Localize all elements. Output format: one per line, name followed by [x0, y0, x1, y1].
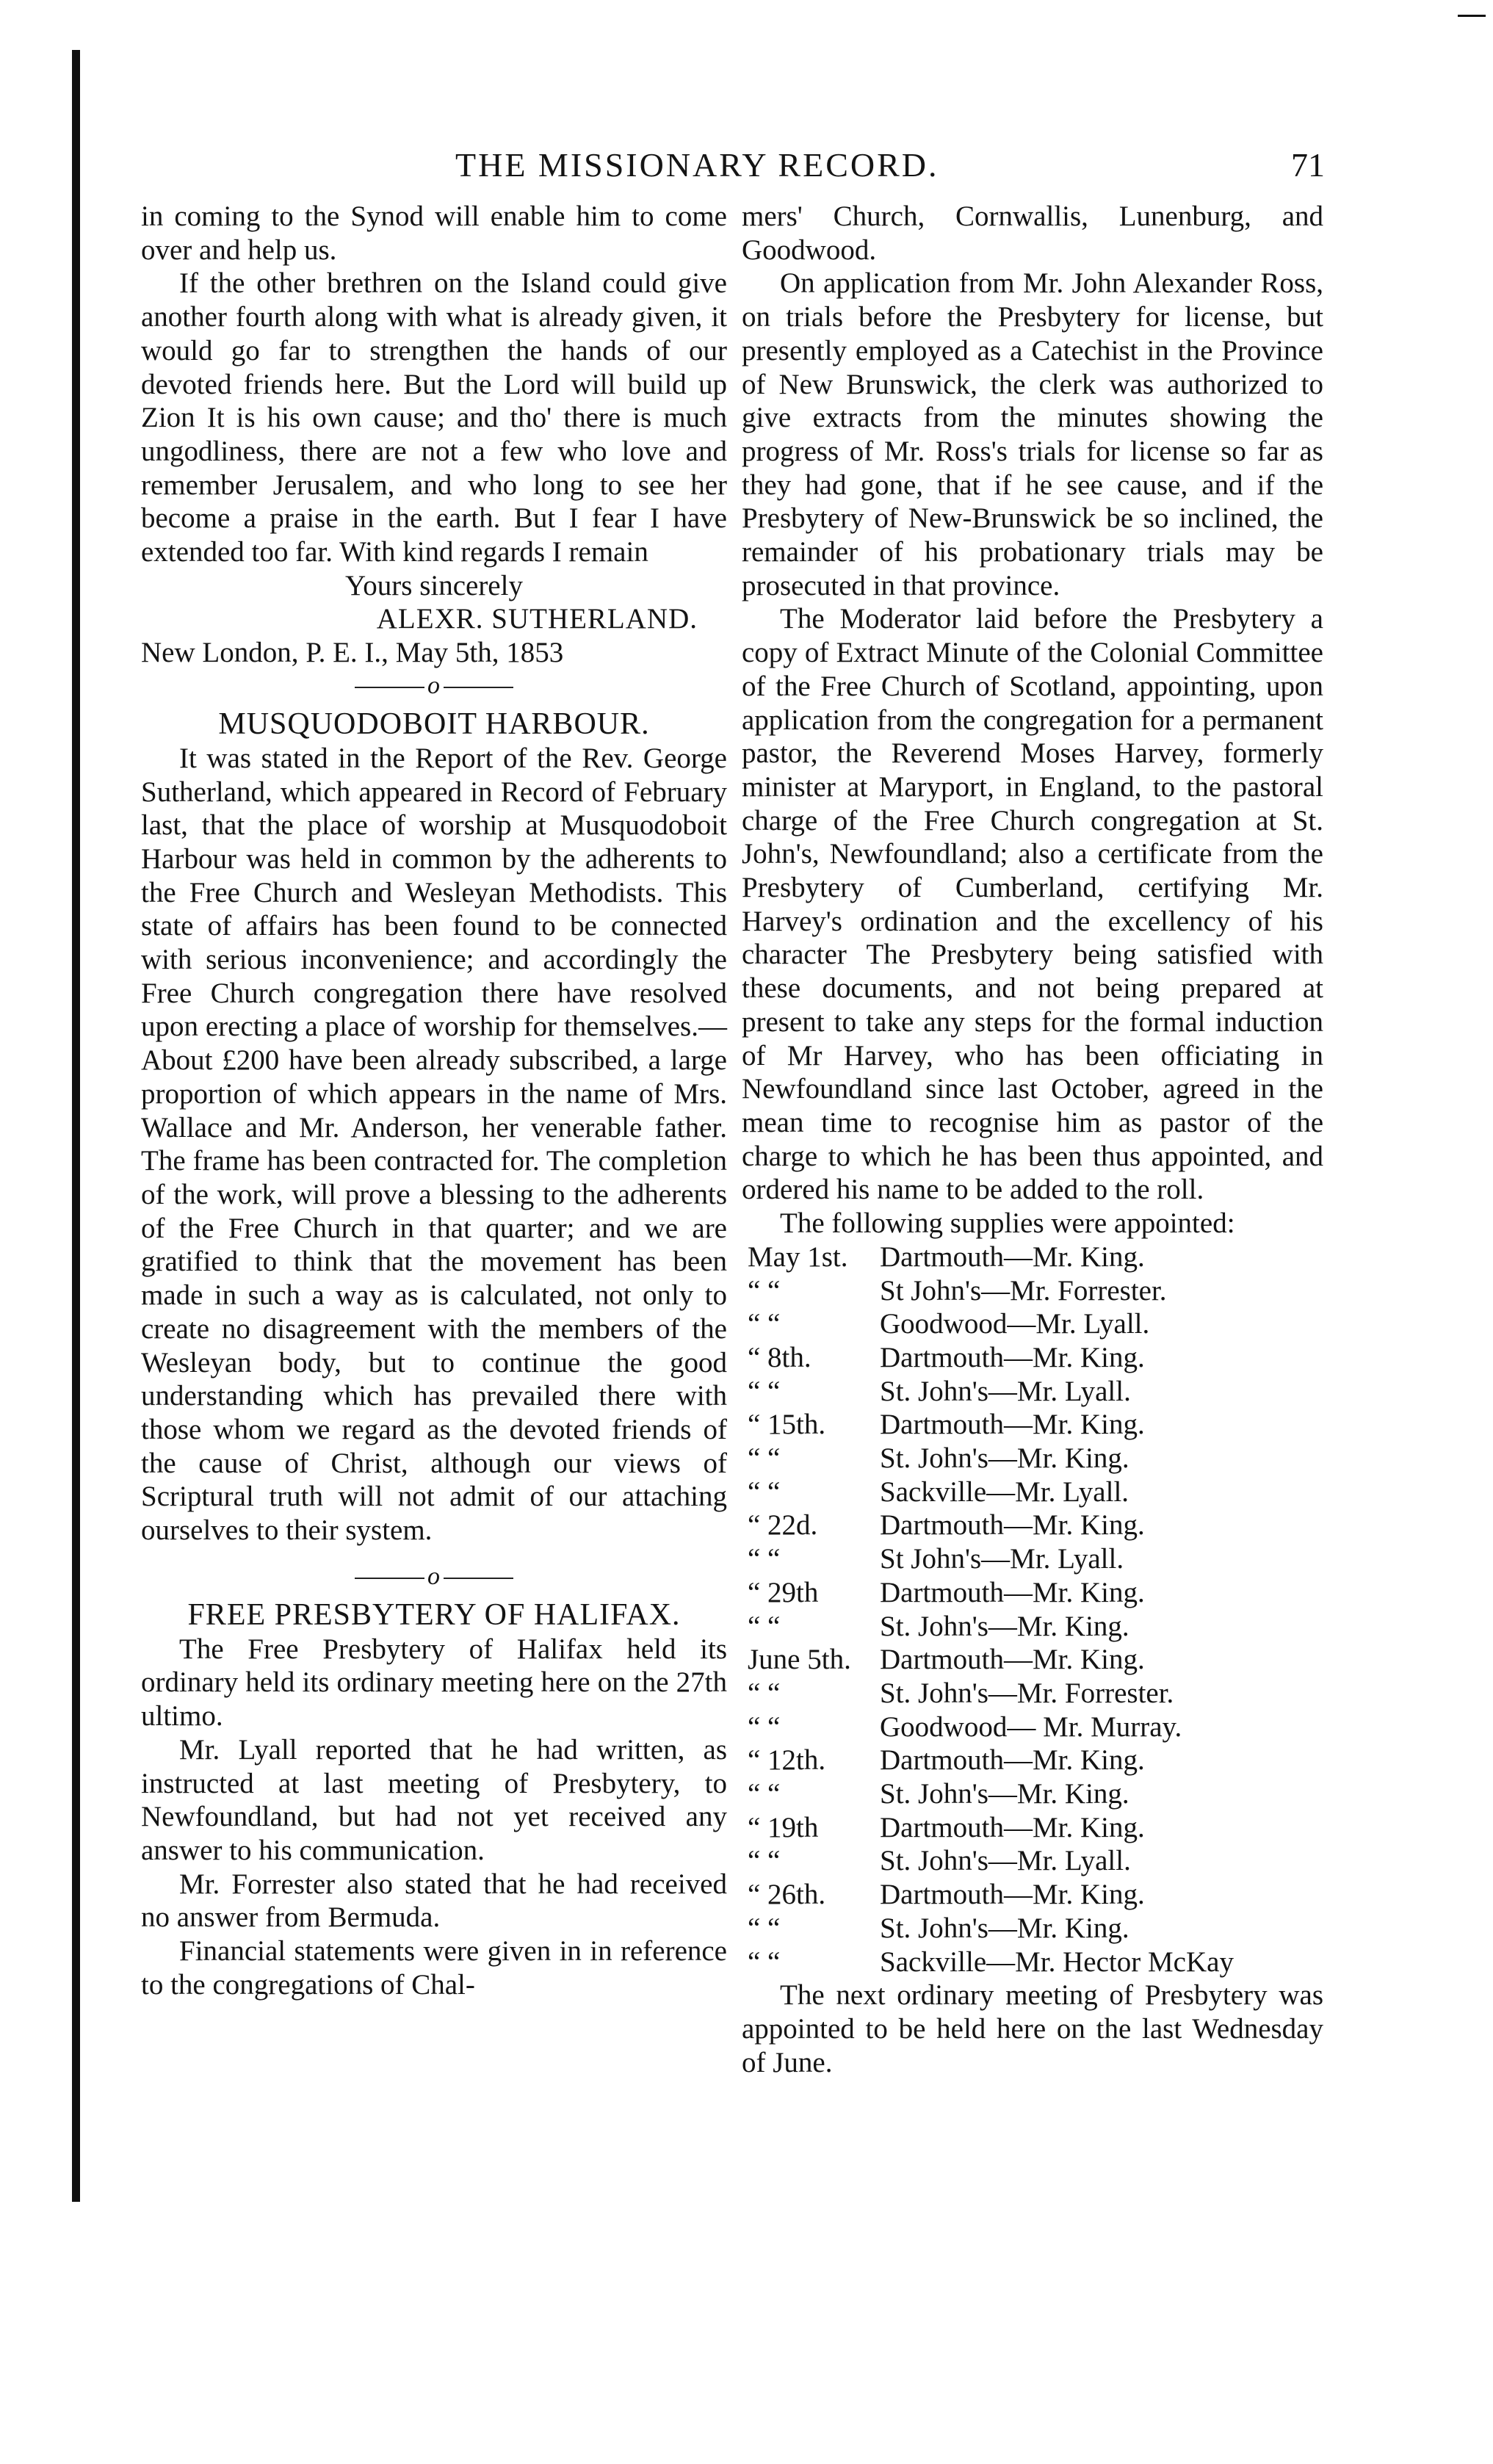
supply-date: “ “	[748, 1610, 781, 1642]
supply-date: “ 12th.	[748, 1744, 826, 1777]
supply-entry	[742, 1375, 1323, 1409]
supply-assignment: Dartmouth—Mr. King.	[880, 1811, 1145, 1843]
letter-closing: Yours sincerely	[345, 569, 523, 601]
supply-assignment: St John's—Mr. Lyall.	[880, 1543, 1124, 1575]
supply-entry	[742, 1576, 1323, 1610]
supply-entry	[742, 1341, 1323, 1375]
left-margin-rule	[72, 50, 80, 2202]
section-divider: o	[141, 1561, 727, 1593]
letter-dateline: New London, P. E. I., May 5th, 1853	[141, 637, 564, 669]
supply-date: “ “	[748, 1778, 781, 1810]
supply-entry	[742, 1610, 1323, 1644]
supply-assignment: St. John's—Mr. King.	[880, 1778, 1129, 1810]
supply-entry	[742, 1777, 1323, 1811]
supply-date: June 5th.	[748, 1644, 851, 1676]
supply-assignment: Goodwood— Mr. Murray.	[880, 1710, 1182, 1743]
supply-entry	[742, 1307, 1323, 1341]
article-paragraph: The Moderator laid before the Presbytery a copy of Extract Minute of the Colonial Committee of the Free Church of Scotland, appointing, upon application from the congregation for a permanent pastor, the Reverend Moses Harvey, formerly minister at Maryport, in England, to the pastoral charge of the Free Church congregation at St. John's, Newfoundland; also a certificate from the Presbytery of Cumberland, certifying Mr. Harvey's ordination and the excellency of his character The Presbytery being satisfied with these documents, and not being prepared at present to take any steps for the formal induction of Mr Harvey, who has been officiating in Newfoundland since last October, agreed in the mean time to recognise him as pastor of the charge to which he has been thus appointed, and ordered his name to be added to the roll.	[742, 603, 1323, 1206]
running-head	[0, 145, 1493, 189]
supply-entry	[742, 1811, 1323, 1845]
supply-entry	[742, 1643, 1323, 1677]
supply-assignment: Dartmouth—Mr. King.	[880, 1409, 1145, 1441]
article-paragraph: It was stated in the Report of the Rev. George Sutherland, which appeared in Record of February last, that the place of worship at Musquodoboit Harbour was held in common by the adherents to the Free Church and Wesleyan Methodists. This state of affairs has been found to be connected with serious inconvenience; and accordingly the Free Church congregation there have resolved upon erecting a place of worship for themselves.— About £200 have been already subscribed, a large proportion of which appears in the name of Mrs. Wallace and Mr. Anderson, her venerable father. The frame has been contracted for. The completion of the work, will prove a blessing to the adherents of the Free Church in that quarter; and we are gratified to think that the movement has been made in such a way as is calculated, not only to create no disagreement with the members of the Wesleyan body, but to continue the good understanding which has prevailed there with those whom we regard as the devoted friends of the cause of Christ, although our views of Scriptural truth will not admit of our attaching ourselves to their system.	[141, 742, 727, 1547]
page-number: 71	[1291, 146, 1325, 184]
supply-entry	[742, 1912, 1323, 1945]
supply-entry	[742, 1542, 1323, 1576]
supply-date: “ “	[748, 1475, 781, 1508]
supply-date: “ “	[748, 1442, 781, 1475]
supply-assignment: St. John's—Mr. Forrester.	[880, 1677, 1174, 1709]
letter-signature: ALEXR. SUTHERLAND.	[376, 603, 698, 635]
supply-assignment: Dartmouth—Mr. King.	[880, 1341, 1145, 1373]
supply-date: “ 8th.	[748, 1341, 811, 1373]
article-paragraph: Financial statements were given in in reference to the congregations of Chal-	[141, 1935, 727, 2001]
letter-paragraph: in coming to the Synod will enable him to come over and help us.	[141, 200, 727, 266]
supply-assignment: Sackville—Mr. Hector McKay	[880, 1945, 1234, 1978]
supply-date: “ “	[748, 1308, 781, 1340]
section-heading: MUSQUODOBOIT HARBOUR.	[218, 707, 650, 741]
supply-date: “ “	[748, 1912, 781, 1944]
supply-entry	[742, 1509, 1323, 1542]
left-column	[141, 200, 727, 2001]
supply-entry	[742, 1240, 1323, 1274]
supply-date: “ “	[748, 1677, 781, 1709]
supply-date: May 1st.	[748, 1240, 848, 1273]
section-divider: o	[141, 670, 727, 702]
supply-entry	[742, 1408, 1323, 1442]
supply-entry	[742, 1274, 1323, 1308]
supply-entry	[742, 1677, 1323, 1710]
article-paragraph: The Free Presbytery of Halifax held its ordinary held its ordinary meeting here on the 27th ultimo.	[141, 1633, 727, 1733]
supply-entry	[742, 1945, 1323, 1979]
supply-assignment: St. John's—Mr. King.	[880, 1610, 1129, 1642]
supply-assignment: St. John's—Mr. King.	[880, 1442, 1129, 1475]
supply-assignment: Dartmouth—Mr. King.	[880, 1240, 1145, 1273]
supply-assignment: St. John's—Mr. Lyall.	[880, 1375, 1131, 1407]
supply-date: “ 22d.	[748, 1509, 818, 1542]
supply-date: “ 19th	[748, 1811, 819, 1843]
supply-date: “ “	[748, 1845, 781, 1877]
supply-assignment: Dartmouth—Mr. King.	[880, 1644, 1145, 1676]
supply-date: “ “	[748, 1710, 781, 1743]
supply-date: “ 29th	[748, 1576, 819, 1608]
supply-assignment: Dartmouth—Mr. King.	[880, 1744, 1145, 1777]
supply-assignment: Goodwood—Mr. Lyall.	[880, 1308, 1150, 1340]
supply-entry	[742, 1844, 1323, 1878]
supply-entry	[742, 1475, 1323, 1509]
supply-assignment: Sackville—Mr. Lyall.	[880, 1475, 1129, 1508]
supply-date: “ 15th.	[748, 1409, 826, 1441]
section-heading: FREE PRESBYTERY OF HALIFAX.	[187, 1597, 681, 1632]
article-paragraph: mers' Church, Cornwallis, Lunenburg, and Goodwood.	[742, 200, 1323, 266]
article-paragraph: Mr. Lyall reported that he had written, as instructed at last meeting of Presbytery, to Newfoundland, but had not yet received any answer to his communication.	[141, 1733, 727, 1866]
article-paragraph: On application from Mr. John Alexander Ross, on trials before the Presbytery for license, but presently employed as a Catechist in the Province of New Brunswick, the clerk was authorized to give extracts from the minutes showing the progress of Mr. Ross's trials for license so far as they had gone, that if he see cause, and if the Presbytery of New-Brunswick be so inclined, the remainder of his probationary trials may be prosecuted in that province.	[742, 267, 1323, 601]
supply-assignment: Dartmouth—Mr. King.	[880, 1509, 1145, 1542]
running-title: THE MISSIONARY RECORD.	[455, 146, 939, 184]
supply-entry	[742, 1744, 1323, 1777]
supply-assignment: St John's—Mr. Forrester.	[880, 1274, 1167, 1307]
article-paragraph: Mr. Forrester also stated that he had received no answer from Bermuda.	[141, 1868, 727, 1934]
supply-date: “ “	[748, 1543, 781, 1575]
supplies-list	[742, 1240, 1323, 1979]
supply-date: “ “	[748, 1274, 781, 1307]
supply-date: “ “	[748, 1375, 781, 1407]
supply-date: “ “	[748, 1945, 781, 1978]
supply-entry	[742, 1442, 1323, 1475]
letter-paragraph: If the other brethren on the Island could give another fourth along with what is already given, it would go far to strengthen the hands of our devoted friends here. But the Lord will build up Zion It is his own cause; and tho' there is much ungodliness, there are not a few who love and remember Jerusalem, and who long to see her become a praise in the earth. But I fear I have extended too far. With kind regards I remain	[141, 267, 727, 568]
supply-entry	[742, 1878, 1323, 1912]
article-paragraph: The next ordinary meeting of Presbytery was appointed to be held here on the last Wednesday of June.	[742, 1979, 1323, 2078]
corner-mark	[1458, 15, 1486, 17]
supply-entry	[742, 1710, 1323, 1744]
right-column	[742, 200, 1323, 2079]
supply-date: “ 26th.	[748, 1879, 826, 1911]
supply-assignment: St. John's—Mr. King.	[880, 1912, 1129, 1944]
supply-assignment: Dartmouth—Mr. King.	[880, 1879, 1145, 1911]
article-paragraph: The following supplies were appointed:	[780, 1207, 1235, 1240]
supply-assignment: St. John's—Mr. Lyall.	[880, 1845, 1131, 1877]
supply-assignment: Dartmouth—Mr. King.	[880, 1576, 1145, 1608]
